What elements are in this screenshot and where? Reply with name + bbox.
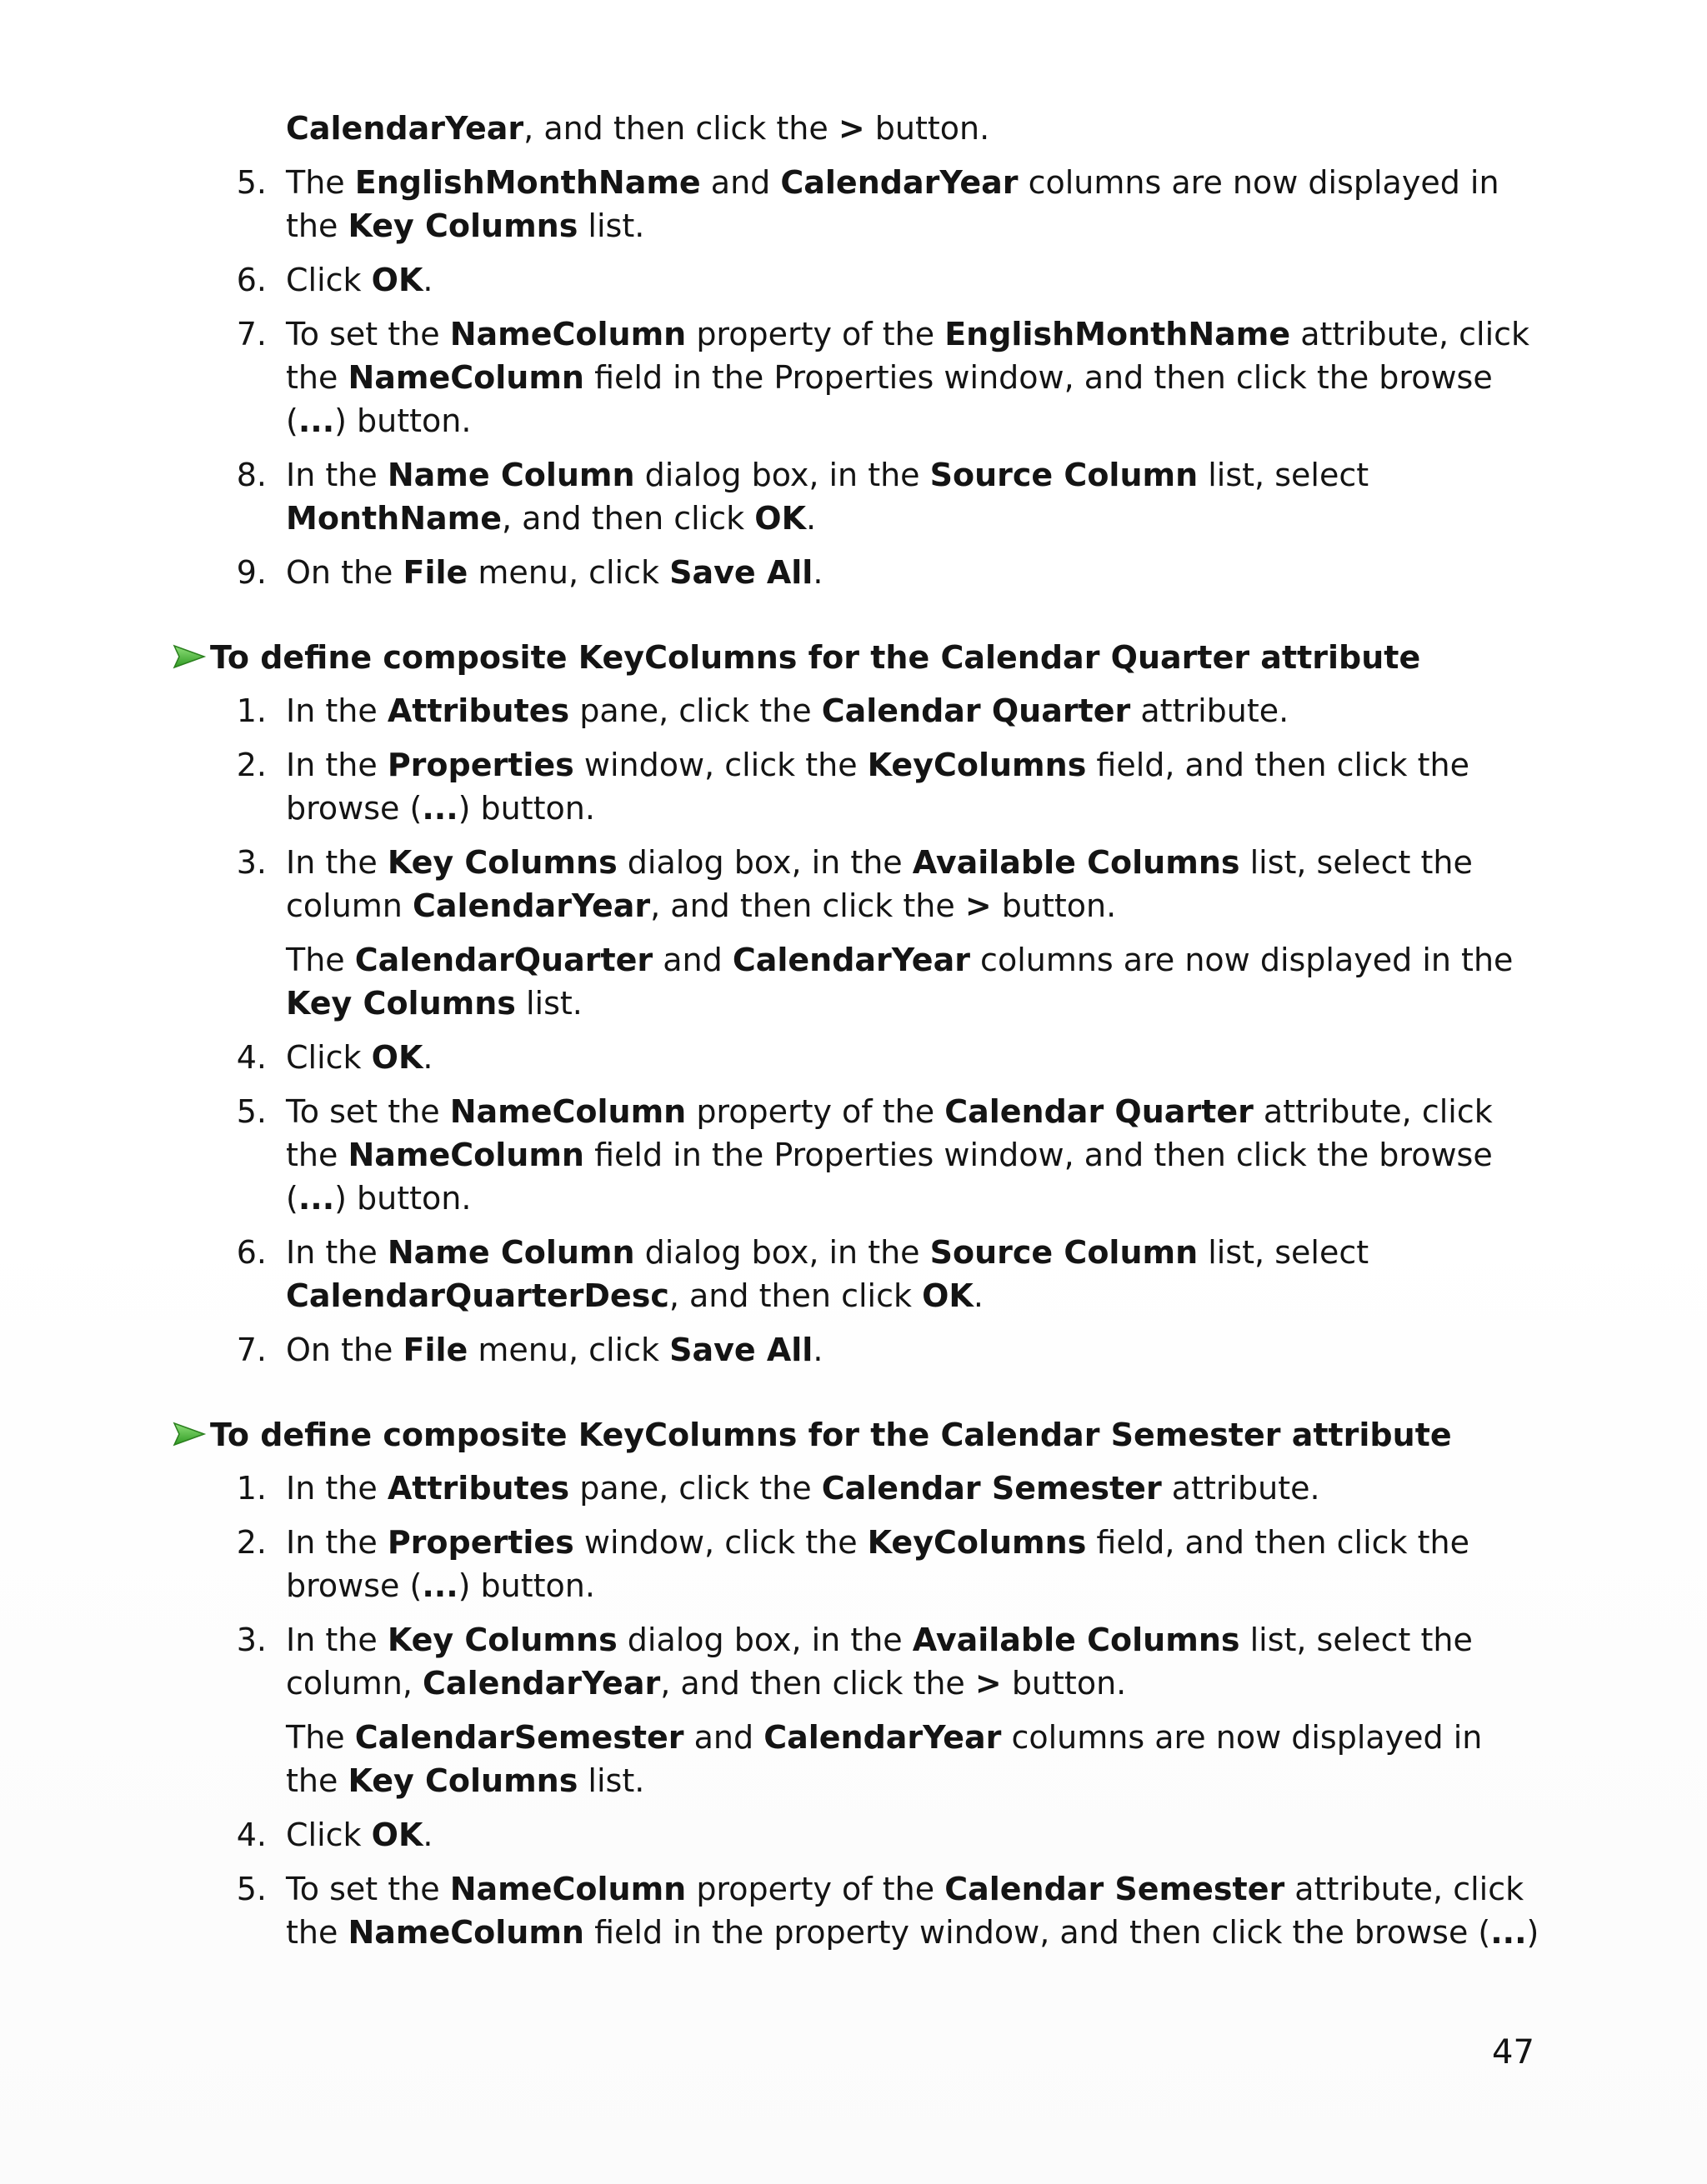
section-heading: To define composite KeyColumns for the Calendar Semester attribute (171, 1413, 1542, 1457)
list-item: 5. To set the NameColumn property of the Calendar Semester attribute, click the NameColumn field in the property window, and then click the browse (...) (236, 1871, 1539, 1951)
page-content (210, 107, 1542, 1965)
list-item: 1. In the Attributes pane, click the Calendar Semester attribute. (236, 1470, 1320, 1507)
section-heading: To define composite KeyColumns for the Calendar Quarter attribute (171, 636, 1542, 679)
list-item: 2. In the Properties window, click the KeyColumns field, and then click the browse (...) button. (236, 747, 1470, 827)
green-arrow-icon (171, 1420, 208, 1448)
page-number: 47 (1492, 2033, 1534, 2072)
green-arrow-icon (171, 642, 208, 671)
list-item: 6. In the Name Column dialog box, in the Source Column list, select CalendarQuarterDesc, and then click OK. (236, 1234, 1369, 1314)
list-item: 5. The EnglishMonthName and CalendarYear columns are now displayed in the Key Columns list. (236, 164, 1499, 244)
list-item: 3. In the Key Columns dialog box, in the Available Columns list, select the column, CalendarYear, and then click the > button. (236, 1622, 1473, 1702)
step-note: The CalendarQuarter and CalendarYear columns are now displayed in the Key Columns list. (286, 942, 1514, 1022)
step-note: The CalendarSemester and CalendarYear columns are now displayed in the Key Columns list. (286, 1719, 1483, 1799)
list-item: 7. To set the NameColumn property of the EnglishMonthName attribute, click the NameColumn field in the Properties window, and then click the browse (...) button. (236, 316, 1530, 439)
list-item: 9. On the File menu, click Save All. (236, 554, 823, 591)
list-item: 4. Click OK. (236, 1039, 433, 1076)
list-item: 1. In the Attributes pane, click the Calendar Quarter attribute. (236, 692, 1289, 729)
list-item: 3. In the Key Columns dialog box, in the Available Columns list, select the column CalendarYear, and then click the > button. (236, 844, 1473, 924)
list-item: 7. On the File menu, click Save All. (236, 1332, 823, 1368)
list-item: 5. To set the NameColumn property of the Calendar Quarter attribute, click the NameColumn field in the Properties window, and then click the browse (...) button. (236, 1093, 1493, 1217)
continuation-text: CalendarYear, and then click the > button. (286, 110, 990, 147)
list-item: 4. Click OK. (236, 1817, 433, 1853)
list-item: 2. In the Properties window, click the KeyColumns field, and then click the browse (...) button. (236, 1524, 1470, 1604)
list-item: 8. In the Name Column dialog box, in the Source Column list, select MonthName, and then click OK. (236, 457, 1369, 537)
list-item: 6. Click OK. (236, 262, 433, 298)
